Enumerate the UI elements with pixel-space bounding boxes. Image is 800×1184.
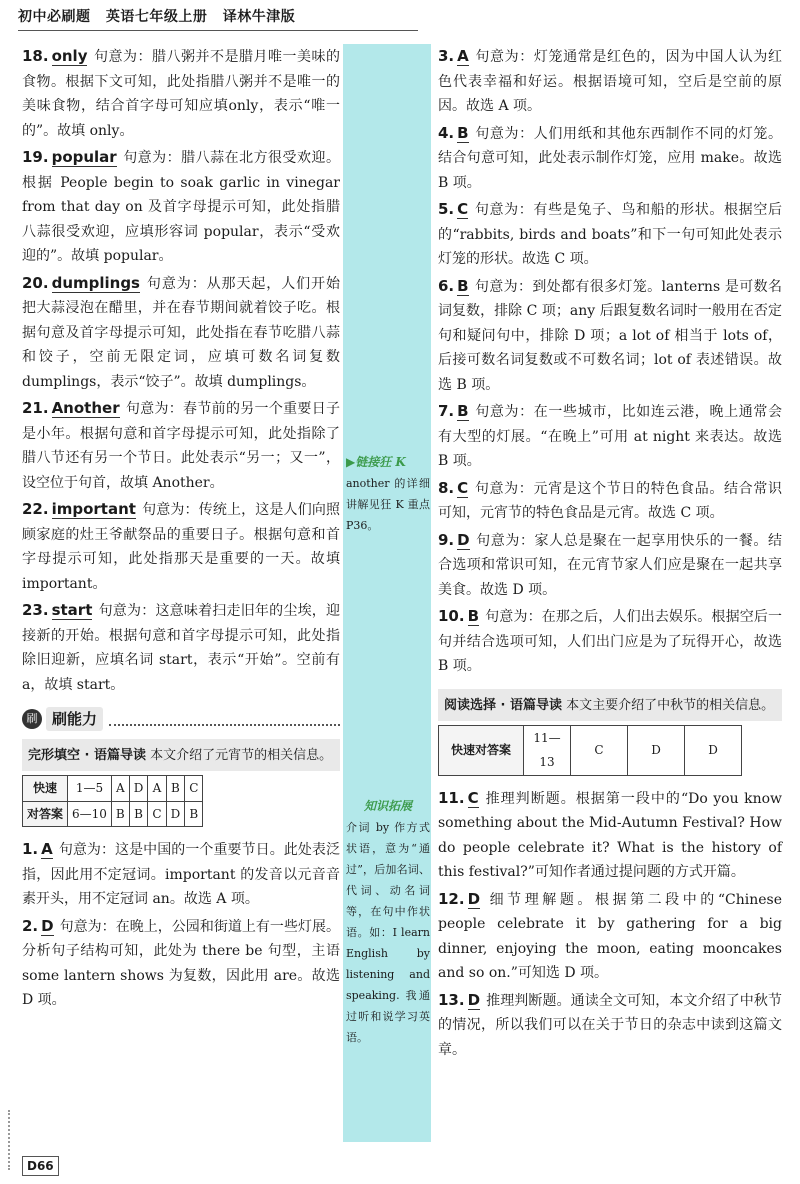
- key-answer: C: [185, 776, 203, 802]
- answer-item: [438, 399, 782, 474]
- key-answer: B: [111, 801, 129, 827]
- explanation-text: 句意为：有些是兔子、鸟和船的形状。根据空后的“rabbits, birds and boats”和下一句可知此处表示灯笼的形状。故选 C 项。: [438, 202, 782, 267]
- explanation-text: 句意为：在晚上，公园和街道上有一些灯展。分析句子结构可知，此处为 there be 句型，主语 some lantern shows 为复数，因此用 are。故选 D 项。: [22, 918, 340, 1008]
- answer-list: [438, 44, 782, 679]
- answer-key: Another: [51, 399, 120, 417]
- key-answer: B: [185, 801, 203, 827]
- question-number: 21.: [22, 399, 49, 417]
- key-answer: D: [685, 725, 742, 775]
- answer-key: B: [457, 402, 469, 420]
- cloze-answer-list: [22, 837, 340, 1013]
- question-number: 8.: [438, 478, 455, 497]
- question-number: 5.: [438, 200, 455, 218]
- question-number: 9.: [438, 530, 455, 549]
- note-text: 介词 by 作方式状语，意为“通过”，后加名词、代词、动名词等，在句中作状语。如：I learn English by listening and speaking. 我通过听和说学习英语。: [346, 821, 430, 1044]
- explanation-text: 句意为：人们用纸和其他东西制作不同的灯笼。结合句意可知，此处表示制作灯笼，应用 make。故选 B 项。: [438, 125, 782, 191]
- answer-key: D: [467, 889, 481, 908]
- key-range: 11—13: [524, 725, 571, 775]
- explanation-text: 句意为：腊八蒜在北方很受欢迎。根据 People begin to soak garlic in vinegar from that day on 及首字母提示可知，此处指腊八蒜很受欢迎，应填形容词 popular，表示“受欢迎的”。故填 popular。: [22, 150, 340, 264]
- note-tag: ▶链接狂 K: [346, 455, 406, 469]
- question-number: 22.: [22, 500, 49, 518]
- question-number: 18.: [22, 47, 49, 65]
- cloze-guide: [22, 739, 340, 771]
- question-number: 10.: [438, 607, 465, 625]
- question-number: 12.: [438, 889, 465, 908]
- sidebar-note-extension: [346, 796, 430, 1048]
- answer-key: B: [457, 123, 469, 142]
- key-range: 1—5: [68, 776, 112, 802]
- answer-key: C: [457, 478, 469, 497]
- key-answer: C: [571, 725, 628, 775]
- answer-key: C: [457, 200, 469, 218]
- left-column: [22, 44, 340, 1015]
- reading-answer-key: [438, 725, 742, 776]
- question-number: 6.: [438, 276, 455, 295]
- key-answer: C: [148, 801, 166, 827]
- key-answer: B: [166, 776, 185, 802]
- key-answer: A: [111, 776, 129, 802]
- reading-answer-list: [438, 786, 782, 1063]
- explanation-text: 句意为：灯笼通常是红色的，因为中国人认为红色代表幸福和好运。根据语境可知，空后是空前的原因。故选 A 项。: [438, 49, 782, 114]
- question-number: 4.: [438, 123, 455, 142]
- reading-guide: [438, 689, 782, 721]
- question-number: 11.: [438, 788, 465, 807]
- question-number: 19.: [22, 148, 49, 166]
- answer-item: [438, 274, 782, 398]
- answer-key: important: [51, 500, 136, 518]
- answer-key: D: [467, 990, 481, 1009]
- answer-key: only: [51, 47, 88, 65]
- explanation-text: 句意为：传统上，这是人们向照顾家庭的灶王爷献祭品的重要日子。根据句意和首字母提示可知，此处指那天是重要的一天。故填 important。: [22, 502, 340, 592]
- answer-item: [22, 598, 340, 697]
- answer-item: [22, 44, 340, 143]
- explanation-text: 句意为：元宵是这个节日的特色食品。结合常识可知，元宵节的特色食品是元宵。故选 C 项。: [438, 480, 782, 521]
- question-number: 13.: [438, 990, 465, 1009]
- table-row: [439, 725, 742, 775]
- explanation-text: 推理判断题。通读全文可知，本文介绍了中秋节的情况，所以我们可以在关于节日的杂志中读到这篇文章。: [438, 992, 782, 1058]
- answer-key: A: [41, 840, 53, 858]
- key-range: 6—10: [68, 801, 112, 827]
- question-number: 7.: [438, 402, 455, 420]
- explanation-text: 句意为：到处都有很多灯笼。lanterns 是可数名词复数，排除 C 项；any 后跟复数名词时一般用在否定句和疑问句中，排除 D 项；a lot of 相当于 lots of，后接可数名词复数或不可数名词；lot of 表述错误。故选 B 项。: [438, 278, 782, 393]
- answer-key: popular: [51, 148, 117, 166]
- brush-icon: 刷: [22, 709, 42, 729]
- guide-text: 本文主要介绍了中秋节的相关信息。: [566, 697, 775, 713]
- explanation-text: 细节理解题。根据第二段中的“Chinese people celebrate it by gathering for a big dinner, enjoying the moon, eating mooncakes and so on.”可知选 D 项。: [438, 891, 782, 981]
- answer-key: B: [457, 276, 469, 295]
- answer-item: [22, 271, 340, 395]
- answer-item: [438, 197, 782, 272]
- answer-key: D: [457, 530, 470, 549]
- explanation-text: 推理判断题。根据第一段中的“Do you know something about the Mid-Autumn Festival? How do people celebrate it? What is the history of this festival?”可知作者通过提问题的方式开篇。: [438, 790, 782, 880]
- guide-label: 阅读选择 · 语篇导读: [444, 697, 562, 713]
- cloze-answer-key: [22, 775, 203, 827]
- question-number: 1.: [22, 840, 39, 858]
- answer-key: dumplings: [51, 273, 140, 292]
- page-number: D66: [22, 1156, 59, 1176]
- table-row: [23, 776, 203, 802]
- explanation-text: 句意为：春节前的另一个重要日子是小年。根据句意和首字母提示可知，此处指除了腊八节还有另一个节日。此处表示“另一；又一”，设空位于句首，故填 Another。: [22, 401, 340, 491]
- key-answer: D: [129, 776, 148, 802]
- explanation-text: 句意为：这意味着扫走旧年的尘埃，迎接新的开始。根据句意和首字母提示可知，此处指除旧迎新，应填名词 start，表示“开始”。空前有 a，故填 start。: [22, 603, 340, 693]
- answer-item: [438, 604, 782, 679]
- book-title: 初中必刷题: [18, 9, 91, 25]
- explanation-text: 句意为：这是中国的一个重要节日。此处表泛指，因此用不定冠词。important 的发音以元音音素开头，用不定冠词 an。故选 A 项。: [22, 842, 340, 907]
- section-title: 刷能力: [46, 707, 103, 732]
- answer-key: start: [51, 601, 93, 619]
- key-answer: D: [628, 725, 685, 775]
- explanation-text: 句意为：从那天起，人们开始把大蒜浸泡在醋里，并在春节期间就着饺子吃。根据句意及首字母提示可知，此处指在春节吃腊八蒜和饺子，空前无限定词，应填可数名词复数 dumplings，表示“饺子”。故填 dumplings。: [22, 275, 340, 390]
- answer-list: [22, 44, 340, 697]
- answer-item: [22, 837, 340, 912]
- answer-key: A: [457, 47, 469, 65]
- key-answer: A: [148, 776, 166, 802]
- key-answer: B: [129, 801, 148, 827]
- key-label: 快速对答案: [439, 725, 524, 775]
- explanation-text: 句意为：家人总是聚在一起享用快乐的一餐。结合选项和常识可知，在元宵节家人们应是聚在一起共享美食。故选 D 项。: [438, 532, 782, 598]
- answer-key: C: [467, 788, 479, 807]
- answer-item: [438, 988, 782, 1063]
- dotted-rule: [109, 712, 340, 726]
- right-column: [438, 44, 782, 1064]
- running-header: [18, 4, 418, 31]
- key-answer: D: [166, 801, 185, 827]
- answer-item: [22, 396, 340, 495]
- answer-item: [438, 121, 782, 196]
- answer-key: B: [467, 607, 480, 625]
- key-label: 对答案: [23, 801, 68, 827]
- guide-label: 完形填空 · 语篇导读: [28, 748, 146, 763]
- sidebar-notes: [343, 44, 431, 1142]
- answer-item: [22, 145, 340, 269]
- answer-item: [438, 786, 782, 885]
- answer-key: D: [41, 916, 54, 935]
- question-number: 20.: [22, 273, 49, 292]
- question-number: 2.: [22, 916, 39, 935]
- guide-text: 本文介绍了元宵节的相关信息。: [150, 748, 333, 763]
- answer-item: [22, 497, 340, 596]
- explanation-text: 句意为：在那之后，人们出去娱乐。根据空后一句并结合选项可知，人们出门应是为了玩得开心，故选 B 项。: [438, 609, 782, 674]
- explanation-text: 句意为：在一些城市，比如连云港，晚上通常会有大型的灯展。“在晚上”可用 at night 来表达。故选 B 项。: [438, 404, 782, 469]
- question-number: 23.: [22, 601, 49, 619]
- answer-item: [438, 476, 782, 526]
- subject-title: 英语七年级上册: [105, 9, 208, 25]
- explanation-text: 句意为：腊八粥并不是腊月唯一美味的食物。根据下文可知，此处指腊八粥并不是唯一的美味食物，结合首字母可知应填only，表示“唯一的”。故填 only。: [22, 49, 340, 139]
- answer-item: [22, 914, 340, 1013]
- answer-item: [438, 44, 782, 119]
- table-row: [23, 801, 203, 827]
- margin-dots: [8, 1110, 11, 1170]
- answer-item: [438, 528, 782, 603]
- note-text: another 的详细讲解见狂 K 重点 P36。: [346, 477, 430, 532]
- sidebar-note-link: [346, 452, 430, 536]
- section-heading: [22, 705, 340, 733]
- key-label: 快速: [23, 776, 68, 802]
- note-tag: 知识拓展: [363, 799, 412, 813]
- edition-title: 译林牛津版: [222, 9, 296, 25]
- answer-item: [438, 887, 782, 986]
- question-number: 3.: [438, 47, 455, 65]
